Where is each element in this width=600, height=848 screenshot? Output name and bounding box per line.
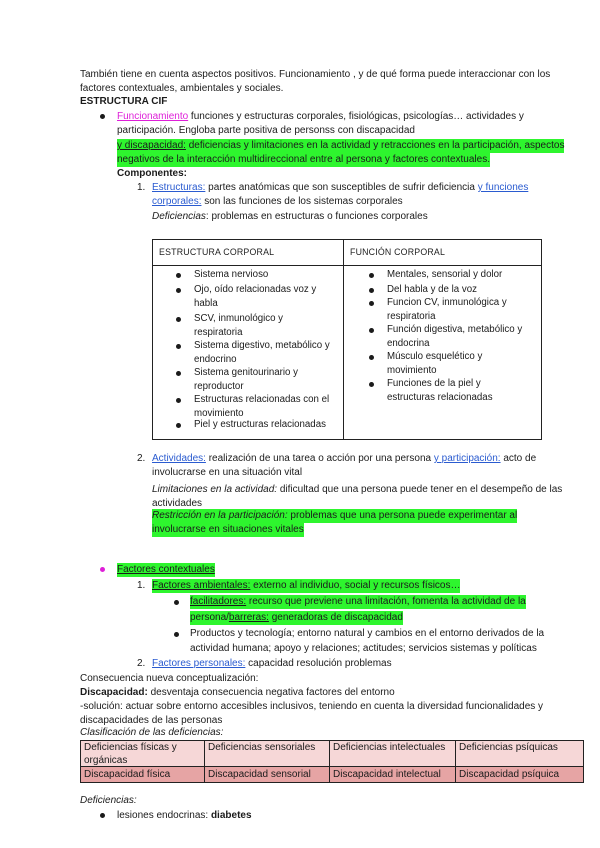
solucion-line-1: -solución: actuar sobre entorno accesibles inclusivos, teniendo en cuenta la diversidad funcionalidades y: [80, 701, 544, 712]
funcion-item-text: Del habla y de la voz: [387, 284, 477, 295]
discapacidad-text: deficiencias y limitaciones en la actividad y retracciones en la participación, aspectos: [185, 140, 565, 151]
actividades-line-2: involucrarse en una situación vital: [152, 467, 303, 478]
funcion-item-text: Funcion CV, inmunológica y respiratoria: [387, 297, 507, 322]
bullet-icon: [176, 317, 181, 322]
estructura-item-text: Sistema digestivo, metabólico y endocrino: [194, 340, 330, 365]
intro-line-1: También tiene en cuenta aspectos positivos. Funcionamiento , y de qué forma puede interaccionar con los: [80, 69, 551, 80]
productos-line-1: Productos y tecnología; entorno natural y cambios en el entorno derivados de la: [190, 628, 545, 639]
funcionamiento-line-2: participación. Engloba parte positiva de personss con discapacidad: [117, 125, 415, 136]
funcion-item-text: Mentales, sensorial y dolor: [387, 269, 503, 280]
estructura-item: [176, 339, 330, 367]
factores-personales-text: capacidad resolución problemas: [245, 658, 392, 669]
bullet-icon: [369, 382, 374, 387]
estructura-item: [176, 393, 330, 421]
list-number: 1.: [137, 580, 146, 591]
estructura-item-text: Piel y estructuras relacionadas: [194, 419, 326, 430]
funcion-item-text: Función digestiva, metabólico y endocrina: [387, 324, 523, 349]
bullet-icon: [176, 423, 181, 428]
actividades-text: realización de una tarea o acción por una persona: [205, 453, 434, 464]
bullet-icon: [176, 344, 181, 349]
bullet-icon: [369, 355, 374, 360]
funcion-item-text: Funciones de la piel y estructuras relacionadas: [387, 378, 493, 403]
actividades-term: Actividades:: [152, 453, 206, 464]
estructura-item: [176, 283, 317, 311]
estructura-item-text: Estructuras relacionadas con el movimiento: [194, 394, 330, 419]
bullet-icon: [174, 632, 179, 637]
componentes-heading: Componentes:: [117, 168, 187, 179]
restriccion-line-2: involucrarse en situaciones vitales: [152, 524, 304, 535]
table-cell: Discapacidad sensorial: [205, 767, 329, 782]
factores-ambientales-line: [152, 579, 460, 593]
bullet-icon: [176, 371, 181, 376]
barreras-term: barreras:: [228, 612, 269, 623]
table-cell: Deficiencias sensoriales: [205, 741, 329, 766]
factores-personales-term: Factores personales:: [152, 658, 246, 669]
table-cell: Discapacidad psíquica: [456, 767, 583, 782]
table-cell: Deficiencias intelectuales: [330, 741, 455, 766]
discapacidad-line-2: negativos de la interacción multidireccional entre al persona y factores contextuales.: [117, 154, 490, 165]
funcionamiento-term: Funcionamiento: [117, 111, 189, 122]
bullet-icon: [100, 567, 105, 572]
table-header-estructura: ESTRUCTURA CORPORAL: [159, 247, 275, 257]
actividades-line-1: [152, 452, 536, 466]
factores-contextuales-heading: Factores contextuales: [117, 564, 215, 575]
table-cell: Discapacidad física: [81, 767, 204, 782]
factores-ambientales-text: externo al individuo, social y recursos físicos…: [250, 580, 461, 591]
table-cell: Discapacidad intelectual: [330, 767, 455, 782]
estructura-item: [176, 366, 298, 394]
funcion-item: [369, 268, 503, 282]
estructuras-text: partes anatómicas que son susceptibles de sufrir deficiencia: [205, 182, 478, 193]
limitaciones-text: dificultad que una persona puede tener en el desempeño de las: [277, 484, 563, 495]
funcion-item: [369, 283, 477, 297]
facilitadores-term: facilitadores:: [190, 596, 247, 607]
estructura-item: [176, 418, 326, 432]
clasificacion-heading: Clasificación de las deficiencias:: [80, 727, 224, 738]
bullet-icon: [174, 600, 179, 605]
estructura-item: [176, 268, 269, 282]
productos-line-2: actividad humana; apoyo y relaciones; actitudes; servicios sistemas y políticas: [190, 643, 537, 654]
funcion-item: [369, 296, 507, 324]
limitaciones-line-1: [152, 483, 562, 497]
table-header-funcion: FUNCIÓN CORPORAL: [350, 247, 446, 257]
deficiencias-label: Deficiencias: [152, 211, 206, 222]
list-number: 1.: [137, 182, 146, 193]
estructura-funcion-table: [152, 239, 542, 440]
discapacidad-definition-text: desventaja consecuencia negativa factores del entorno: [147, 687, 395, 698]
facilitadores-line-1: [190, 595, 526, 609]
bullet-icon: [176, 288, 181, 293]
discapacidad-line-1: [117, 139, 564, 153]
bullet-icon: [369, 288, 374, 293]
deficiencias-text: : problemas en estructuras o funciones corporales: [205, 211, 428, 222]
clasificacion-table: [80, 740, 584, 783]
footer-list-item: [117, 809, 252, 823]
restriccion-text: problemas que una persona puede experimentar al: [287, 510, 518, 521]
discapacidad-label: Discapacidad:: [80, 687, 148, 698]
bullet-icon: [369, 273, 374, 278]
funcion-item: [369, 350, 483, 378]
estructura-item-text: SCV, inmunológico y respiratoria: [194, 313, 284, 338]
factores-personales-line: [152, 657, 392, 671]
funciones-corporales-term-cont: corporales:: [152, 196, 202, 207]
bullet-icon: [100, 813, 105, 818]
funcion-item: [369, 377, 493, 405]
facilitadores-line-2: [190, 611, 403, 625]
table-cell: Deficiencias físicas y orgánicas: [81, 741, 204, 766]
persona-text: persona/: [190, 612, 229, 623]
bullet-icon: [176, 273, 181, 278]
funciones-corporales-text: son las funciones de los sistemas corporales: [201, 196, 403, 207]
funcion-item-text: Músculo esquelético y movimiento: [387, 351, 483, 376]
bullet-icon: [369, 328, 374, 333]
limitaciones-line-2: actividades: [152, 498, 203, 509]
discapacidad-definition: [80, 686, 395, 700]
section-heading-cif: ESTRUCTURA CIF: [80, 96, 168, 107]
estructura-item: [176, 312, 284, 340]
facilitadores-text: recurso que previene una limitación, fomenta la actividad de la: [246, 596, 526, 607]
funcionamiento-text: funciones y estructuras corporales, fisiológicas, psicologías… actividades y: [188, 111, 524, 122]
limitaciones-label: Limitaciones en la actividad:: [152, 484, 278, 495]
restriccion-line-1: [152, 509, 517, 523]
bullet-icon: [176, 398, 181, 403]
intro-line-2: factores contextuales, ambientales y sociales.: [80, 83, 284, 94]
participacion-text: acto de: [500, 453, 537, 464]
estructura-item-text: Sistema genitourinario y reproductor: [194, 367, 298, 392]
funcion-item: [369, 323, 523, 351]
table-divider: [153, 265, 541, 266]
conceptualizacion-heading: Consecuencia nueva conceptualización:: [80, 673, 259, 684]
restriccion-label: Restricción en la participación:: [152, 510, 288, 521]
funciones-corporales-term: y funciones: [477, 182, 529, 193]
solucion-line-2: discapacidades de las personas: [80, 715, 223, 726]
bullet-icon: [369, 301, 374, 306]
participacion-term: y participación:: [433, 453, 501, 464]
estructura-item-text: Sistema nervioso: [194, 269, 269, 280]
list-number: 2.: [137, 658, 146, 669]
table-cell: Deficiencias psíquicas: [456, 741, 583, 766]
estructuras-term: Estructuras:: [152, 182, 206, 193]
list-number: 2.: [137, 453, 146, 464]
bullet-icon: [100, 114, 105, 119]
estructuras-line-1: [152, 181, 528, 195]
deficiencias-definition: [152, 210, 428, 224]
barreras-text: generadoras de discapacidad: [268, 612, 403, 623]
discapacidad-term: y discapacidad:: [117, 140, 186, 151]
estructuras-line-2: [152, 195, 403, 209]
estructura-item-text: Ojo, oído relacionadas voz y habla: [194, 284, 317, 309]
funcionamiento-line-1: [117, 110, 524, 124]
footer-item-text: lesiones endocrinas:: [117, 810, 211, 821]
table-divider: [343, 240, 344, 439]
footer-item-bold: diabetes: [210, 810, 252, 821]
factores-ambientales-term: Factores ambientales:: [152, 580, 251, 591]
footer-deficiencias-heading: Deficiencias:: [80, 795, 137, 806]
